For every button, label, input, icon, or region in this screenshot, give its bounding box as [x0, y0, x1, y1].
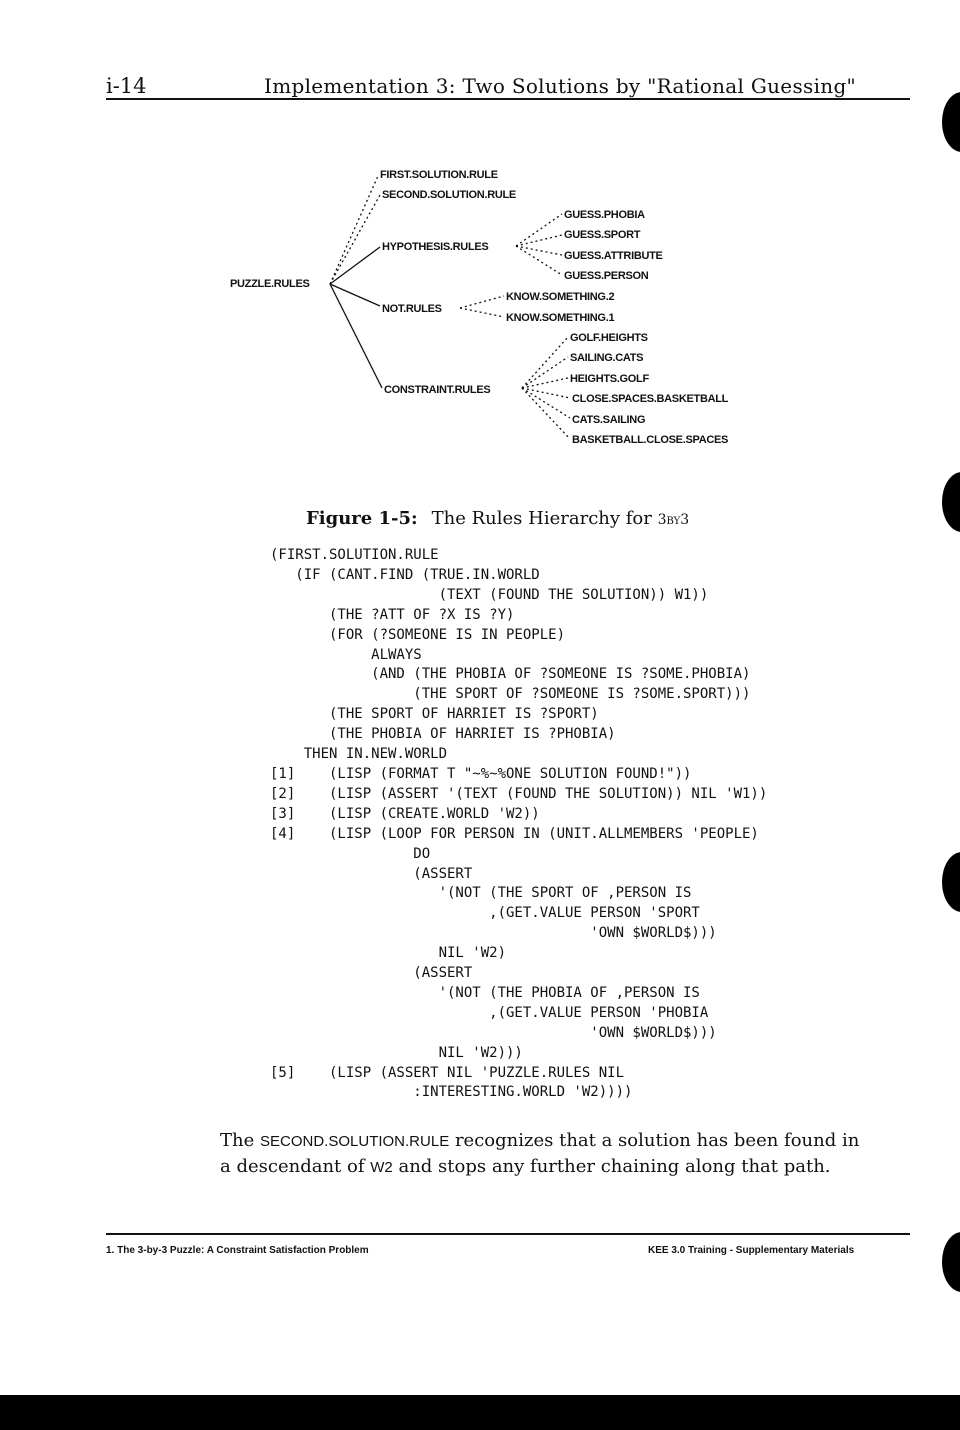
- code-line: NIL 'W2))): [270, 1044, 523, 1061]
- code-line: 'OWN $WORLD$))): [270, 925, 717, 942]
- code-line: [5] (LISP (ASSERT NIL 'PUZZLE.RULES NIL: [270, 1064, 625, 1081]
- edge-not-1: [460, 308, 504, 317]
- rules-hierarchy-diagram: [0, 150, 960, 470]
- code-line: ,(GET.VALUE PERSON 'PHOBIA: [270, 1004, 709, 1021]
- code-line: NIL 'W2): [270, 945, 507, 962]
- code-line: (THE PHOBIA OF HARRIET IS ?PHOBIA): [270, 726, 616, 743]
- header-rule: [106, 98, 910, 100]
- figure-caption-name: 3by3: [657, 512, 690, 528]
- node-hypothesis-rules: HYPOTHESIS.RULES: [382, 241, 489, 253]
- node-heights-golf: HEIGHTS.GOLF: [570, 373, 649, 385]
- paragraph-rule-name: SECOND.SOLUTION.RULE: [260, 1133, 450, 1150]
- page-number: i-14: [106, 74, 147, 98]
- node-guess-sport: GUESS.SPORT: [564, 229, 641, 241]
- edge-root-constraint: [330, 284, 382, 388]
- node-know-something-1: KNOW.SOMETHING.1: [506, 312, 615, 324]
- footer-rule: [106, 1233, 910, 1235]
- node-sailing-cats: SAILING.CATS: [570, 352, 644, 364]
- code-line: (ASSERT: [270, 865, 473, 882]
- code-line: (AND (THE PHOBIA OF ?SOMEONE IS ?SOME.PHOBIA): [270, 666, 751, 683]
- scan-border-bottom: [0, 1395, 960, 1430]
- edge-con-0: [522, 337, 568, 388]
- code-line: [3] (LISP (CREATE.WORLD 'W2)): [270, 805, 540, 822]
- code-line: ALWAYS: [270, 646, 422, 663]
- node-first-solution-rule: FIRST.SOLUTION.RULE: [380, 169, 498, 181]
- code-line: (FIRST.SOLUTION.RULE: [270, 547, 439, 563]
- code-line: (TEXT (FOUND THE SOLUTION)) W1)): [270, 586, 709, 603]
- node-know-something-2: KNOW.SOMETHING.2: [506, 291, 615, 303]
- node-close-spaces-basketball: CLOSE.SPACES.BASKETBALL: [572, 393, 729, 405]
- node-not-rules: NOT.RULES: [382, 303, 442, 315]
- node-guess-attribute: GUESS.ATTRIBUTE: [564, 250, 663, 262]
- code-line: (THE ?ATT OF ?X IS ?Y): [270, 606, 515, 623]
- edge-root-not: [330, 284, 380, 306]
- edge-root-first: [330, 176, 378, 284]
- paragraph-text: recognizes that a solution has been found in a descendant of: [220, 1130, 860, 1177]
- figure-caption-text: The Rules Hierarchy for: [431, 508, 652, 529]
- node-constraint-rules: CONSTRAINT.RULES: [384, 384, 491, 396]
- code-line: (THE SPORT OF HARRIET IS ?SPORT): [270, 706, 599, 723]
- punch-hole: [942, 1232, 960, 1292]
- edge-con-5: [522, 388, 570, 439]
- punch-hole: [942, 92, 960, 152]
- figure-label: Figure 1-5:: [306, 508, 418, 529]
- paragraph-world-name: W2: [370, 1159, 393, 1176]
- edge-root-hypothesis: [330, 247, 380, 284]
- edge-not-0: [460, 296, 504, 308]
- edge-hyp-2: [516, 246, 562, 255]
- node-cats-sailing: CATS.SAILING: [572, 414, 646, 426]
- code-line: DO: [270, 845, 431, 862]
- figure-caption: [306, 508, 689, 529]
- footer-left: 1. The 3-by-3 Puzzle: A Constraint Satisfaction Problem: [106, 1245, 369, 1256]
- body-paragraph: [220, 1128, 870, 1180]
- code-listing: [270, 546, 767, 1103]
- code-line: [2] (LISP (ASSERT '(TEXT (FOUND THE SOLUTION)) NIL 'W1)): [270, 785, 768, 802]
- edge-hyp-1: [516, 235, 562, 246]
- code-line: [4] (LISP (LOOP FOR PERSON IN (UNIT.ALLMEMBERS 'PEOPLE): [270, 825, 759, 842]
- paragraph-text: The: [220, 1130, 255, 1151]
- code-line: '(NOT (THE SPORT OF ,PERSON IS: [270, 885, 692, 902]
- node-second-solution-rule: SECOND.SOLUTION.RULE: [382, 189, 516, 201]
- node-golf-heights: GOLF.HEIGHTS: [570, 332, 648, 344]
- node-guess-person: GUESS.PERSON: [564, 270, 649, 282]
- node-basketball-close-spaces: BASKETBALL.CLOSE.SPACES: [572, 434, 729, 446]
- paragraph-text: and stops any further chaining along that path.: [398, 1156, 831, 1177]
- code-line: (THE SPORT OF ?SOMEONE IS ?SOME.SPORT))): [270, 686, 751, 703]
- punch-hole: [942, 472, 960, 532]
- node-root: PUZZLE.RULES: [230, 278, 310, 290]
- edge-root-second: [330, 195, 380, 284]
- edge-con-1: [522, 357, 568, 388]
- code-line: ,(GET.VALUE PERSON 'SPORT: [270, 905, 700, 922]
- footer-right: KEE 3.0 Training - Supplementary Materials: [648, 1245, 855, 1256]
- code-line: :INTERESTING.WORLD 'W2)))): [270, 1084, 633, 1101]
- code-line: (FOR (?SOMEONE IS IN PEOPLE): [270, 626, 566, 643]
- code-line: 'OWN $WORLD$))): [270, 1024, 717, 1041]
- code-line: THEN IN.NEW.WORLD: [270, 746, 448, 763]
- code-line: '(NOT (THE PHOBIA OF ,PERSON IS: [270, 984, 700, 1001]
- edge-hyp-3: [516, 246, 562, 275]
- edge-hyp-0: [516, 214, 562, 246]
- code-line: [1] (LISP (FORMAT T "~%~%ONE SOLUTION FOUND!")): [270, 765, 692, 782]
- node-guess-phobia: GUESS.PHOBIA: [564, 209, 645, 221]
- punch-hole: [942, 852, 960, 912]
- page-header-title: Implementation 3: Two Solutions by "Rational Guessing": [264, 74, 857, 98]
- code-line: (IF (CANT.FIND (TRUE.IN.WORLD: [270, 566, 540, 583]
- code-line: (ASSERT: [270, 965, 473, 982]
